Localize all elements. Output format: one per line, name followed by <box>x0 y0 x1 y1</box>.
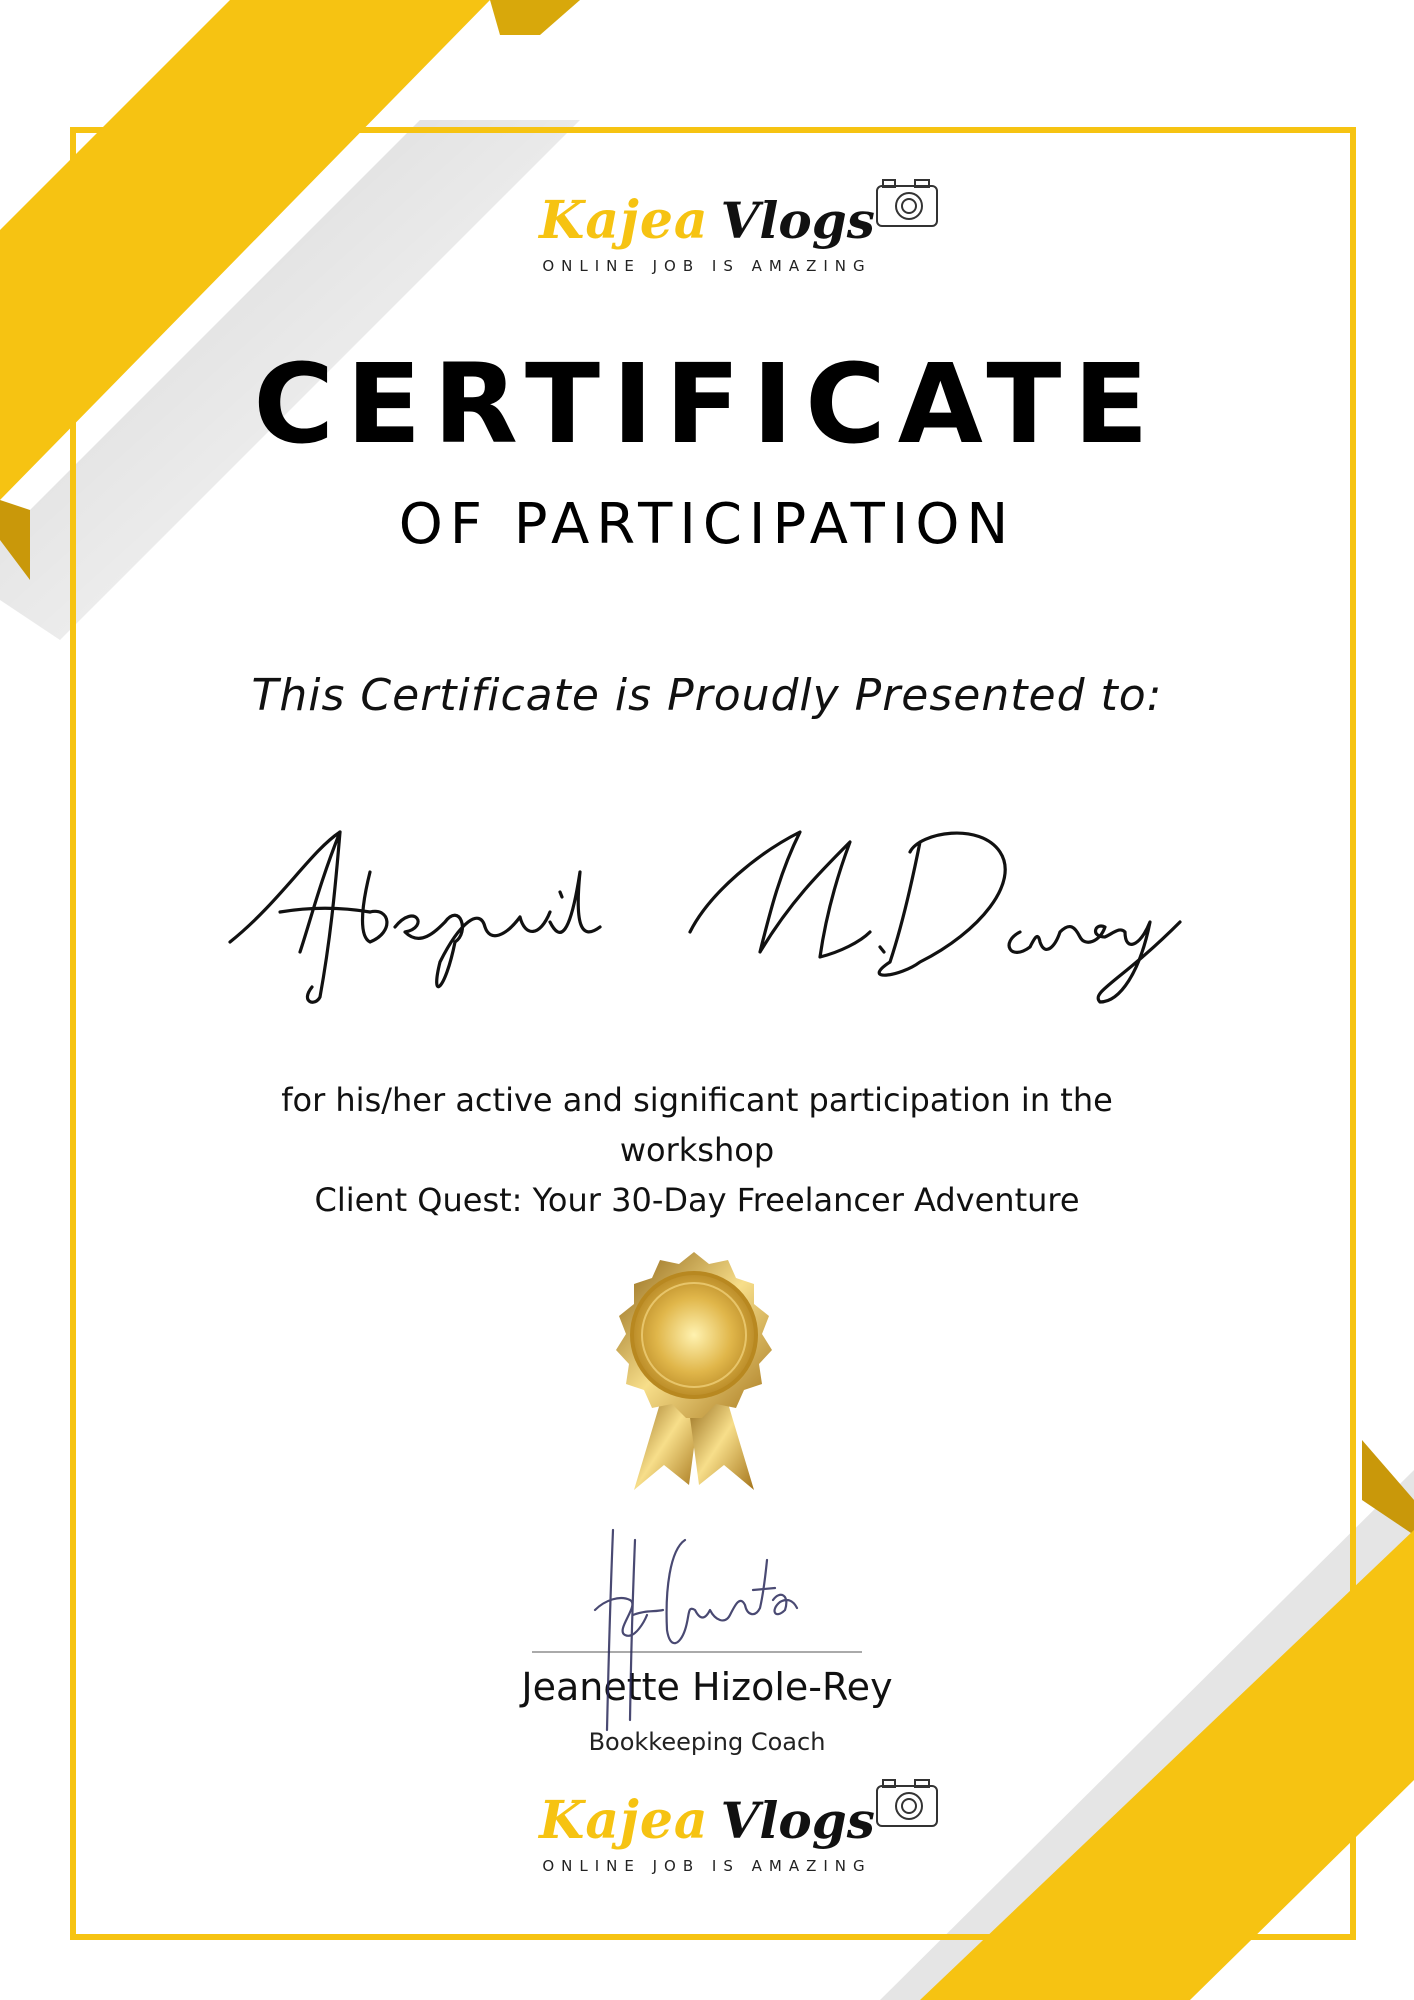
certificate-subtitle: OF PARTICIPATION <box>398 492 1016 557</box>
certificate-title: CERTIFICATE <box>253 340 1161 468</box>
brand-logo <box>539 190 875 251</box>
brand-logo-bottom <box>539 1790 875 1851</box>
signatory-role: Bookkeeping Coach <box>588 1728 826 1756</box>
medal-face <box>632 1273 756 1397</box>
signatory-name: Jeanette Hizole-Rey <box>521 1665 893 1709</box>
gold-medal-icon <box>594 1250 794 1500</box>
logo-tagline: ONLINE JOB IS AMAZING <box>542 257 872 275</box>
workshop-title: Client Quest: Your 30-Day Freelancer Adventure <box>314 1181 1080 1219</box>
logo-word-vlogs: Vlogs <box>720 1791 875 1850</box>
logo-word-vlogs: Vlogs <box>720 191 875 250</box>
coach-signature <box>575 1520 835 1740</box>
body-line-1: for his/her active and significant participation in the <box>281 1081 1113 1119</box>
camera-icon <box>875 1776 939 1828</box>
camera-icon <box>875 176 939 228</box>
logo-top <box>0 190 1414 275</box>
logo-word-kajea: Kajea <box>539 190 709 251</box>
body-line-2: workshop <box>619 1131 775 1169</box>
logo-bottom <box>0 1790 1414 1875</box>
participation-text <box>180 1075 1214 1225</box>
presented-to-line: This Certificate is Proudly Presented to: <box>251 670 1163 721</box>
logo-word-kajea: Kajea <box>539 1790 709 1851</box>
recipient-signature-name <box>220 812 1200 1012</box>
logo-tagline-bottom: ONLINE JOB IS AMAZING <box>542 1857 872 1875</box>
